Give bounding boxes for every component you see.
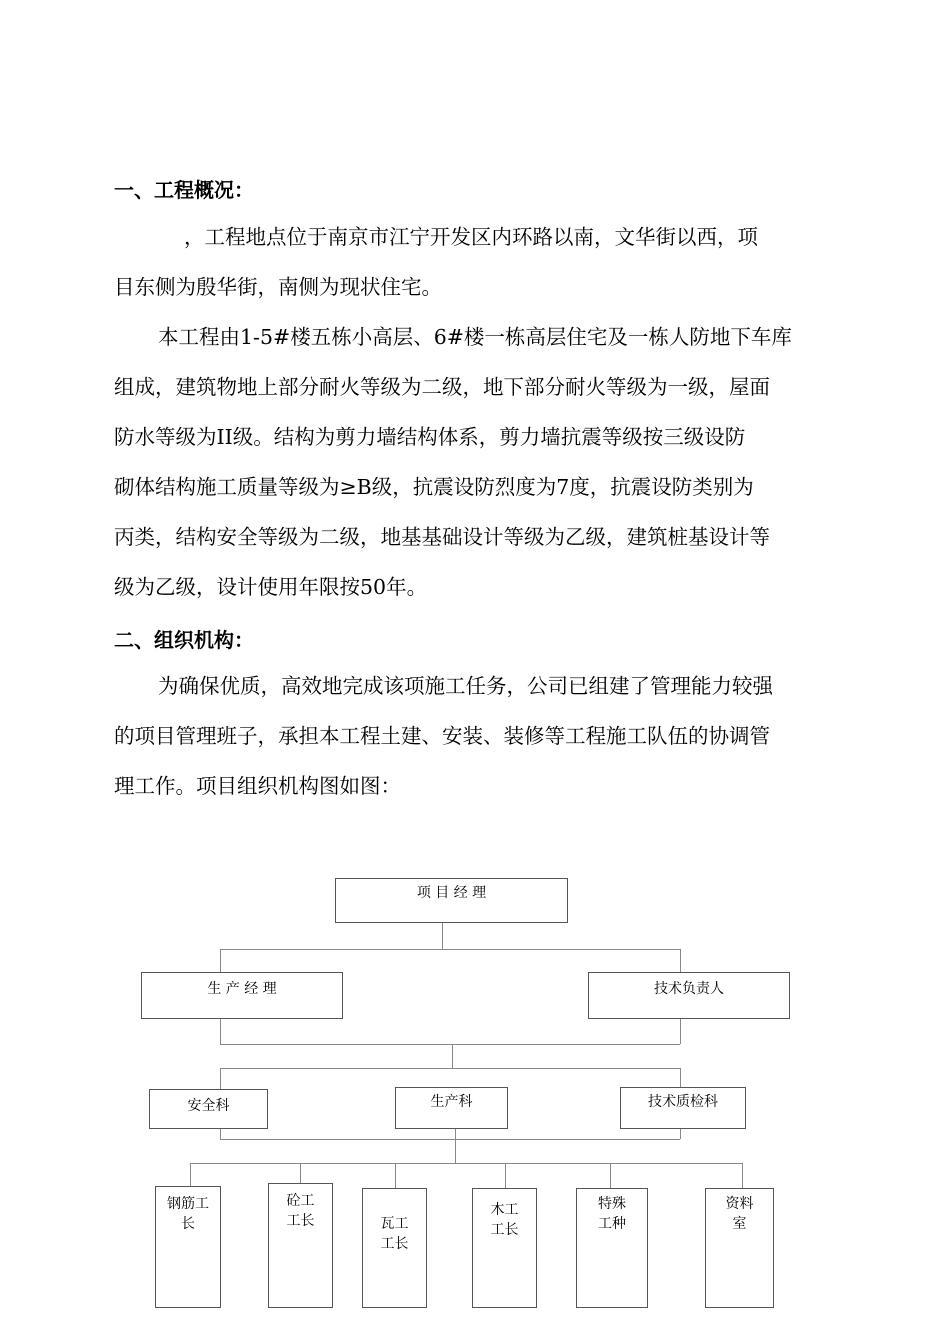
section-heading-overview: 一、工程概况：: [114, 178, 254, 202]
org-box-label: 长: [181, 1216, 195, 1232]
org-box-label: 资料: [725, 1196, 754, 1212]
org-box-production-manager: [141, 972, 343, 1019]
connector: [220, 1068, 680, 1069]
org-box-concrete-foreman: [268, 1183, 333, 1308]
org-box-technical-lead: [588, 972, 790, 1019]
org-box-carpenter-foreman: [472, 1188, 537, 1308]
text-line: 砌体结构施工质量等级为≥B级，抗震设防烈度为7度，抗震设防类别为: [114, 475, 754, 499]
org-box-label: 钢筋工: [167, 1196, 209, 1212]
connector: [220, 949, 221, 972]
org-box-rebar-foreman: [155, 1186, 221, 1308]
org-box-label: 工长: [286, 1213, 315, 1229]
connector: [190, 1163, 743, 1164]
org-box-records-room: [705, 1188, 774, 1308]
text-line: 理工作。项目组织机构图如图：: [114, 774, 401, 798]
org-box-label: 工长: [380, 1236, 409, 1252]
text-line: ，工程地点位于南京市江宁开发区内环路以南，文华街以西，项: [184, 225, 758, 249]
connector: [680, 949, 681, 972]
text-line: 丙类，结构安全等级为二级，地基基础设计等级为乙级，建筑桩基设计等: [114, 525, 770, 549]
org-box-label: 安全科: [187, 1098, 230, 1114]
org-box-label: 室: [732, 1216, 747, 1232]
text-line: 防水等级为II级。结构为剪力墙结构体系，剪力墙抗震等级按三级设防: [114, 425, 746, 449]
org-box-label: 特殊: [598, 1196, 626, 1212]
connector: [220, 949, 680, 950]
org-box-production-dept: [395, 1087, 508, 1129]
connector: [395, 1163, 396, 1188]
connector: [680, 1068, 681, 1089]
connector: [455, 1128, 456, 1163]
org-box-safety-dept: [149, 1089, 268, 1129]
connector: [452, 1044, 453, 1068]
org-box-label: 工种: [598, 1216, 626, 1232]
connector: [442, 922, 443, 949]
section-heading-organization: 二、组织机构：: [114, 628, 254, 652]
text-line: 级为乙级，设计使用年限按50年。: [114, 575, 428, 599]
org-box-label: 技术负责人: [654, 981, 724, 997]
connector: [220, 1139, 680, 1140]
org-box-label: 工长: [490, 1222, 519, 1238]
connector: [505, 1163, 506, 1188]
connector: [610, 1163, 611, 1188]
connector: [680, 1018, 681, 1044]
text-line: 为确保优质，高效地完成该项施工任务，公司已组建了管理能力较强: [158, 674, 773, 698]
org-box-label: 项 目 经 理: [416, 885, 487, 901]
org-box-quality-dept: [620, 1087, 746, 1129]
text-line: 组成，建筑物地上部分耐火等级为二级，地下部分耐火等级为一级，屋面: [114, 375, 770, 399]
text-line: 的项目管理班子，承担本工程土建、安装、装修等工程施工队伍的协调管: [114, 724, 770, 748]
org-box-label: 技术质检科: [648, 1094, 718, 1110]
connector: [300, 1163, 301, 1183]
connector: [220, 1044, 680, 1045]
text-line: 本工程由1-5#楼五栋小高层、6#楼一栋高层住宅及一栋人防地下车库: [158, 325, 792, 349]
org-box-label: 瓦工: [380, 1216, 409, 1232]
connector: [190, 1163, 191, 1186]
org-box-label: 砼工: [286, 1193, 315, 1209]
org-box-label: 生产科: [430, 1094, 473, 1110]
org-box-label: 木工: [490, 1202, 519, 1218]
connector: [742, 1163, 743, 1188]
text-line: 目东侧为殷华街，南侧为现状住宅。: [114, 275, 442, 299]
connector: [680, 1128, 681, 1139]
connector: [220, 1128, 221, 1139]
org-box-mason-foreman: [362, 1188, 427, 1308]
org-box-project-manager: [335, 878, 568, 923]
connector: [220, 1018, 221, 1044]
connector: [220, 1068, 221, 1089]
org-box-label: 生 产 经 理: [207, 981, 277, 997]
org-box-special-trades: [576, 1188, 648, 1308]
